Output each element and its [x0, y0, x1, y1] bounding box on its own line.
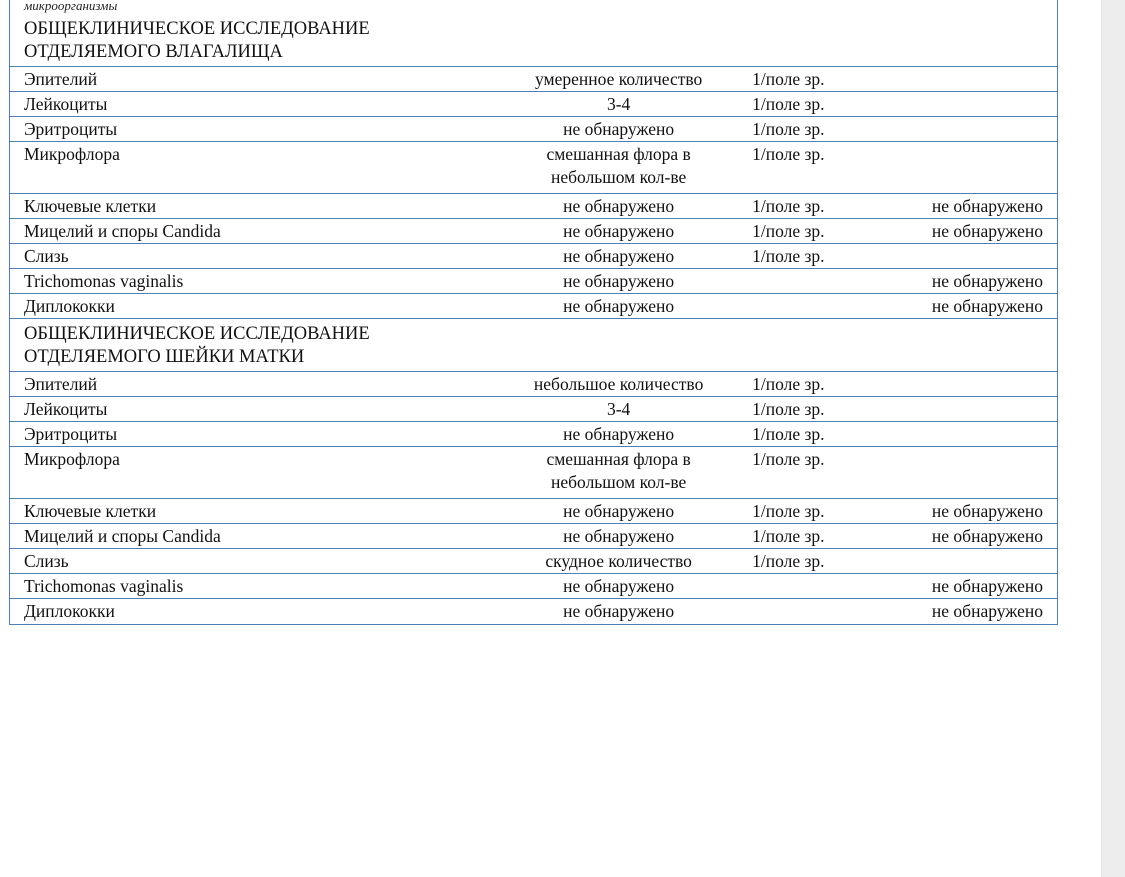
table-row	[10, 422, 1057, 447]
test-unit: 1/поле зр.	[752, 196, 825, 216]
test-result	[509, 295, 728, 318]
test-result	[509, 423, 728, 446]
test-result-line: не обнаружено	[563, 196, 675, 216]
test-result-line: не обнаружено	[563, 296, 675, 316]
table-row	[10, 372, 1057, 397]
test-result	[509, 600, 728, 623]
test-result-line: не обнаружено	[563, 119, 675, 139]
test-result-line: небольшом кол-ве	[551, 167, 687, 187]
test-result-line: 3-4	[606, 94, 631, 114]
test-name: Диплококки	[24, 296, 115, 316]
reference-value: не обнаружено	[931, 526, 1043, 546]
test-result-line: смешанная флора в	[546, 144, 691, 164]
test-name: Ключевые клетки	[24, 501, 157, 521]
test-result-line: умеренное количество	[535, 69, 703, 89]
section-title-line: ОТДЕЛЯЕМОГО ВЛАГАЛИЩА	[24, 42, 283, 62]
viewer-scroll-area[interactable]	[1101, 0, 1125, 877]
test-result	[509, 270, 728, 293]
table-row	[10, 92, 1057, 117]
test-result-line: не обнаружено	[563, 526, 675, 546]
test-result	[509, 525, 728, 548]
test-result	[509, 500, 728, 523]
test-name: Слизь	[24, 246, 69, 266]
reference-value: не обнаружено	[931, 601, 1043, 621]
test-name: Микрофлора	[24, 449, 120, 469]
section-title	[10, 319, 1057, 372]
report-sections	[10, 14, 1057, 624]
test-result-line: небольшое количество	[533, 374, 704, 394]
test-unit: 1/поле зр.	[752, 399, 825, 419]
test-name: Слизь	[24, 551, 69, 571]
table-row	[10, 574, 1057, 599]
test-unit: 1/поле зр.	[752, 501, 825, 521]
reference-value: не обнаружено	[931, 271, 1043, 291]
test-name: Микрофлора	[24, 144, 120, 164]
test-unit: 1/поле зр.	[752, 551, 825, 571]
test-result-line: не обнаружено	[563, 601, 675, 621]
table-row	[10, 447, 1057, 499]
reference-value: не обнаружено	[931, 221, 1043, 241]
test-result-line: не обнаружено	[563, 501, 675, 521]
test-unit: 1/поле зр.	[752, 119, 825, 139]
table-row	[10, 549, 1057, 574]
test-result	[509, 398, 728, 421]
section-title	[10, 14, 1057, 67]
test-result-line: не обнаружено	[563, 424, 675, 444]
test-unit: 1/поле зр.	[752, 144, 825, 164]
test-result	[509, 195, 728, 218]
test-name: Ключевые клетки	[24, 196, 157, 216]
test-name: Эпителий	[24, 69, 98, 89]
test-unit: 1/поле зр.	[752, 526, 825, 546]
test-result-line: не обнаружено	[563, 246, 675, 266]
section-title-line: ОБЩЕКЛИНИЧЕСКОЕ ИССЛЕДОВАНИЕ	[24, 19, 370, 39]
reference-value: не обнаружено	[931, 501, 1043, 521]
table-row	[10, 499, 1057, 524]
test-unit: 1/поле зр.	[752, 246, 825, 266]
previous-section-fragment: микроорганизмы	[24, 0, 118, 13]
table-row	[10, 142, 1057, 194]
test-result-line: небольшом кол-ве	[551, 472, 687, 492]
table-row	[10, 244, 1057, 269]
test-name: Trichomonas vaginalis	[24, 271, 184, 291]
test-name: Лейкоциты	[24, 94, 108, 114]
table-row	[10, 524, 1057, 549]
table-row	[10, 67, 1057, 92]
reference-value: не обнаружено	[931, 196, 1043, 216]
test-name: Эритроциты	[24, 424, 118, 444]
test-name: Эпителий	[24, 374, 98, 394]
test-result	[509, 143, 728, 189]
section-title-line: ОБЩЕКЛИНИЧЕСКОЕ ИССЛЕДОВАНИЕ	[24, 324, 370, 344]
test-result-line: смешанная флора в	[546, 449, 691, 469]
test-unit: 1/поле зр.	[752, 69, 825, 89]
test-result-line: не обнаружено	[563, 221, 675, 241]
table-row	[10, 397, 1057, 422]
reference-value: не обнаружено	[931, 576, 1043, 596]
test-result	[509, 93, 728, 116]
test-name: Эритроциты	[24, 119, 118, 139]
table-row	[10, 599, 1057, 624]
table-row	[10, 194, 1057, 219]
test-name: Лейкоциты	[24, 399, 108, 419]
section-title-line: ОТДЕЛЯЕМОГО ШЕЙКИ МАТКИ	[24, 347, 305, 367]
test-result	[509, 118, 728, 141]
test-result-line: 3-4	[606, 399, 631, 419]
table-row	[10, 269, 1057, 294]
test-result	[509, 373, 728, 396]
table-row	[10, 219, 1057, 244]
reference-value: не обнаружено	[931, 296, 1043, 316]
test-result	[509, 245, 728, 268]
test-unit: 1/поле зр.	[752, 221, 825, 241]
test-result	[509, 68, 728, 91]
test-name: Trichomonas vaginalis	[24, 576, 184, 596]
table-row	[10, 294, 1057, 319]
test-result-line: скудное количество	[545, 551, 692, 571]
test-result-line: не обнаружено	[563, 576, 675, 596]
test-unit: 1/поле зр.	[752, 449, 825, 469]
test-name: Диплококки	[24, 601, 115, 621]
test-unit: 1/поле зр.	[752, 424, 825, 444]
test-result	[509, 550, 728, 573]
test-result	[509, 575, 728, 598]
lab-report-table	[9, 0, 1058, 625]
test-name: Мицелий и споры Candida	[24, 221, 221, 241]
test-result-line: не обнаружено	[563, 271, 675, 291]
test-result	[509, 220, 728, 243]
test-unit: 1/поле зр.	[752, 94, 825, 114]
test-name: Мицелий и споры Candida	[24, 526, 221, 546]
test-unit: 1/поле зр.	[752, 374, 825, 394]
test-result	[509, 448, 728, 494]
table-row	[10, 117, 1057, 142]
